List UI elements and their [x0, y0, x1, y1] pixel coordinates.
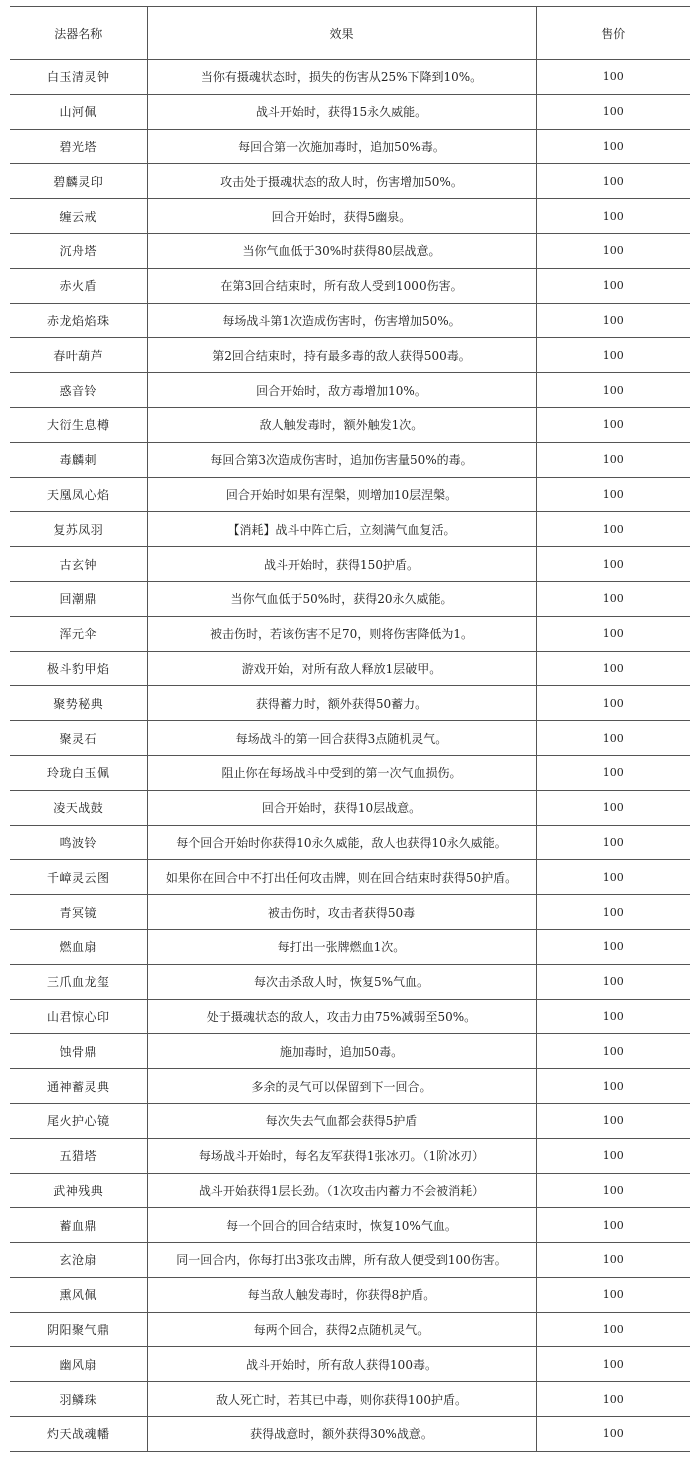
table-row [10, 999, 690, 1034]
item-name: 沉舟塔 [10, 233, 147, 268]
item-effect: 每当敌人触发毒时，你获得8护盾。 [147, 1277, 536, 1312]
item-effect: 每次击杀敌人时，恢复5%气血。 [147, 964, 536, 999]
item-price: 100 [536, 512, 690, 547]
table-row [10, 1103, 690, 1138]
table-row [10, 929, 690, 964]
table-row [10, 303, 690, 338]
item-effect: 回合开始时，获得5幽泉。 [147, 199, 536, 234]
item-effect: 回合开始时，获得10层战意。 [147, 790, 536, 825]
item-effect: 战斗开始获得1层长劲。（1次攻击内蓄力不会被消耗） [147, 1173, 536, 1208]
item-name: 极斗豹甲焰 [10, 651, 147, 686]
item-effect: 【消耗】战斗中阵亡后，立刻满气血复活。 [147, 512, 536, 547]
item-price: 100 [536, 651, 690, 686]
table-row [10, 1069, 690, 1104]
item-effect: 每场战斗第1次造成伤害时，伤害增加50%。 [147, 303, 536, 338]
item-price: 100 [536, 999, 690, 1034]
item-effect: 每回合第一次施加毒时，追加50%毒。 [147, 129, 536, 164]
item-name: 武神残典 [10, 1173, 147, 1208]
item-name: 青冥镜 [10, 895, 147, 930]
table-row [10, 547, 690, 582]
item-effect: 每回合第3次造成伤害时，追加伤害量50%的毒。 [147, 442, 536, 477]
item-price: 100 [536, 755, 690, 790]
item-effect: 当你有摄魂状态时，损失的伤害从25%下降到10%。 [147, 60, 536, 95]
item-effect: 获得战意时，额外获得30%战意。 [147, 1417, 536, 1452]
item-effect: 阻止你在每场战斗中受到的第一次气血损伤。 [147, 755, 536, 790]
item-price: 100 [536, 547, 690, 582]
table-row [10, 721, 690, 756]
item-price: 100 [536, 373, 690, 408]
item-price: 100 [536, 1034, 690, 1069]
item-price: 100 [536, 929, 690, 964]
table-row [10, 651, 690, 686]
table-row [10, 94, 690, 129]
item-name: 碧麟灵印 [10, 164, 147, 199]
table-row [10, 164, 690, 199]
item-price: 100 [536, 60, 690, 95]
table-row [10, 1277, 690, 1312]
item-name: 春叶葫芦 [10, 338, 147, 373]
table-row [10, 581, 690, 616]
header-name: 法器名称 [10, 7, 147, 60]
item-price: 100 [536, 303, 690, 338]
item-price: 100 [536, 1103, 690, 1138]
table-row [10, 964, 690, 999]
item-name: 复苏凤羽 [10, 512, 147, 547]
item-name: 蓄血鼎 [10, 1208, 147, 1243]
item-price: 100 [536, 94, 690, 129]
item-price: 100 [536, 1382, 690, 1417]
item-price: 100 [536, 268, 690, 303]
item-effect: 游戏开始，对所有敌人释放1层破甲。 [147, 651, 536, 686]
table-row [10, 1347, 690, 1382]
item-name: 惑音铃 [10, 373, 147, 408]
table-row [10, 129, 690, 164]
table-row [10, 895, 690, 930]
table-row [10, 477, 690, 512]
item-effect: 施加毒时，追加50毒。 [147, 1034, 536, 1069]
item-name: 天凰凤心焰 [10, 477, 147, 512]
table-row [10, 512, 690, 547]
item-effect: 每一个回合的回合结束时，恢复10%气血。 [147, 1208, 536, 1243]
table-row [10, 1382, 690, 1417]
item-price: 100 [536, 407, 690, 442]
item-price: 100 [536, 1347, 690, 1382]
table-row [10, 860, 690, 895]
item-table [10, 6, 690, 1452]
table-row [10, 616, 690, 651]
item-name: 燃血扇 [10, 929, 147, 964]
table-row [10, 1243, 690, 1278]
item-effect: 战斗开始时，获得150护盾。 [147, 547, 536, 582]
item-name: 幽风扇 [10, 1347, 147, 1382]
item-name: 尾火护心镜 [10, 1103, 147, 1138]
item-price: 100 [536, 477, 690, 512]
item-effect: 每打出一张牌燃血1次。 [147, 929, 536, 964]
item-effect: 每两个回合，获得2点随机灵气。 [147, 1312, 536, 1347]
item-effect: 在第3回合结束时，所有敌人受到1000伤害。 [147, 268, 536, 303]
item-effect: 获得蓄力时，额外获得50蓄力。 [147, 686, 536, 721]
header-effect: 效果 [147, 7, 536, 60]
item-effect: 敌人触发毒时，额外触发1次。 [147, 407, 536, 442]
item-name: 羽鳞珠 [10, 1382, 147, 1417]
item-effect: 当你气血低于50%时，获得20永久威能。 [147, 581, 536, 616]
item-effect: 同一回合内，你每打出3张攻击牌，所有敌人便受到100伤害。 [147, 1243, 536, 1278]
item-name: 山河佩 [10, 94, 147, 129]
item-name: 回潮鼎 [10, 581, 147, 616]
item-price: 100 [536, 233, 690, 268]
item-price: 100 [536, 1208, 690, 1243]
item-effect: 每次失去气血都会获得5护盾 [147, 1103, 536, 1138]
table-row [10, 1173, 690, 1208]
item-effect: 战斗开始时，所有敌人获得100毒。 [147, 1347, 536, 1382]
item-price: 100 [536, 1312, 690, 1347]
table-row [10, 1417, 690, 1452]
item-price: 100 [536, 164, 690, 199]
header-row [10, 7, 690, 60]
item-price: 100 [536, 442, 690, 477]
item-effect: 每场战斗的第一回合获得3点随机灵气。 [147, 721, 536, 756]
item-price: 100 [536, 581, 690, 616]
item-effect: 每个回合开始时你获得10永久威能，敌人也获得10永久威能。 [147, 825, 536, 860]
item-name: 碧光塔 [10, 129, 147, 164]
table-row [10, 686, 690, 721]
item-name: 五猎塔 [10, 1138, 147, 1173]
item-price: 100 [536, 1243, 690, 1278]
table-row [10, 338, 690, 373]
item-name: 凌天战鼓 [10, 790, 147, 825]
table-row [10, 373, 690, 408]
item-price: 100 [536, 1069, 690, 1104]
item-name: 阴阳聚气鼎 [10, 1312, 147, 1347]
item-price: 100 [536, 1417, 690, 1452]
item-effect: 当你气血低于30%时获得80层战意。 [147, 233, 536, 268]
item-price: 100 [536, 825, 690, 860]
table-row [10, 442, 690, 477]
table-row [10, 1138, 690, 1173]
item-effect: 敌人死亡时，若其已中毒，则你获得100护盾。 [147, 1382, 536, 1417]
item-price: 100 [536, 1138, 690, 1173]
item-name: 山君惊心印 [10, 999, 147, 1034]
item-effect: 被击伤时，若该伤害不足70，则将伤害降低为1。 [147, 616, 536, 651]
table-row [10, 755, 690, 790]
item-name: 聚灵石 [10, 721, 147, 756]
item-name: 蚀骨鼎 [10, 1034, 147, 1069]
item-effect: 每场战斗开始时，每名友军获得1张冰刃。（1阶冰刃） [147, 1138, 536, 1173]
item-price: 100 [536, 338, 690, 373]
item-effect: 被击伤时，攻击者获得50毒 [147, 895, 536, 930]
item-name: 灼天战魂幡 [10, 1417, 147, 1452]
item-effect: 处于摄魂状态的敌人，攻击力由75%减弱至50%。 [147, 999, 536, 1034]
item-price: 100 [536, 199, 690, 234]
table-row [10, 199, 690, 234]
item-price: 100 [536, 686, 690, 721]
item-name: 古玄钟 [10, 547, 147, 582]
item-name: 玄沧扇 [10, 1243, 147, 1278]
item-name: 浑元伞 [10, 616, 147, 651]
table-row [10, 1312, 690, 1347]
table-row [10, 233, 690, 268]
item-effect: 攻击处于摄魂状态的敌人时，伤害增加50%。 [147, 164, 536, 199]
item-price: 100 [536, 1277, 690, 1312]
item-name: 缠云戒 [10, 199, 147, 234]
item-name: 三爪血龙玺 [10, 964, 147, 999]
item-name: 赤龙焰焰珠 [10, 303, 147, 338]
item-name: 毒麟刺 [10, 442, 147, 477]
item-name: 通神蓄灵典 [10, 1069, 147, 1104]
table-row [10, 790, 690, 825]
table-row [10, 407, 690, 442]
item-name: 聚势秘典 [10, 686, 147, 721]
header-price: 售价 [536, 7, 690, 60]
item-price: 100 [536, 1173, 690, 1208]
item-name: 熏风佩 [10, 1277, 147, 1312]
item-price: 100 [536, 895, 690, 930]
table-row [10, 268, 690, 303]
item-price: 100 [536, 860, 690, 895]
item-effect: 战斗开始时，获得15永久威能。 [147, 94, 536, 129]
table-row [10, 825, 690, 860]
table-row [10, 60, 690, 95]
item-price: 100 [536, 790, 690, 825]
item-effect: 第2回合结束时，持有最多毒的敌人获得500毒。 [147, 338, 536, 373]
table-row [10, 1034, 690, 1069]
item-name: 白玉清灵钟 [10, 60, 147, 95]
item-name: 赤火盾 [10, 268, 147, 303]
item-name: 千嶂灵云图 [10, 860, 147, 895]
table-row [10, 1208, 690, 1243]
item-name: 鸣波铃 [10, 825, 147, 860]
item-effect: 如果你在回合中不打出任何攻击牌，则在回合结束时获得50护盾。 [147, 860, 536, 895]
item-price: 100 [536, 616, 690, 651]
item-price: 100 [536, 721, 690, 756]
item-name: 玲珑白玉佩 [10, 755, 147, 790]
item-effect: 回合开始时如果有涅槃，则增加10层涅槃。 [147, 477, 536, 512]
item-effect: 多余的灵气可以保留到下一回合。 [147, 1069, 536, 1104]
item-price: 100 [536, 964, 690, 999]
item-price: 100 [536, 129, 690, 164]
item-name: 大衍生息樽 [10, 407, 147, 442]
item-effect: 回合开始时，敌方毒增加10%。 [147, 373, 536, 408]
